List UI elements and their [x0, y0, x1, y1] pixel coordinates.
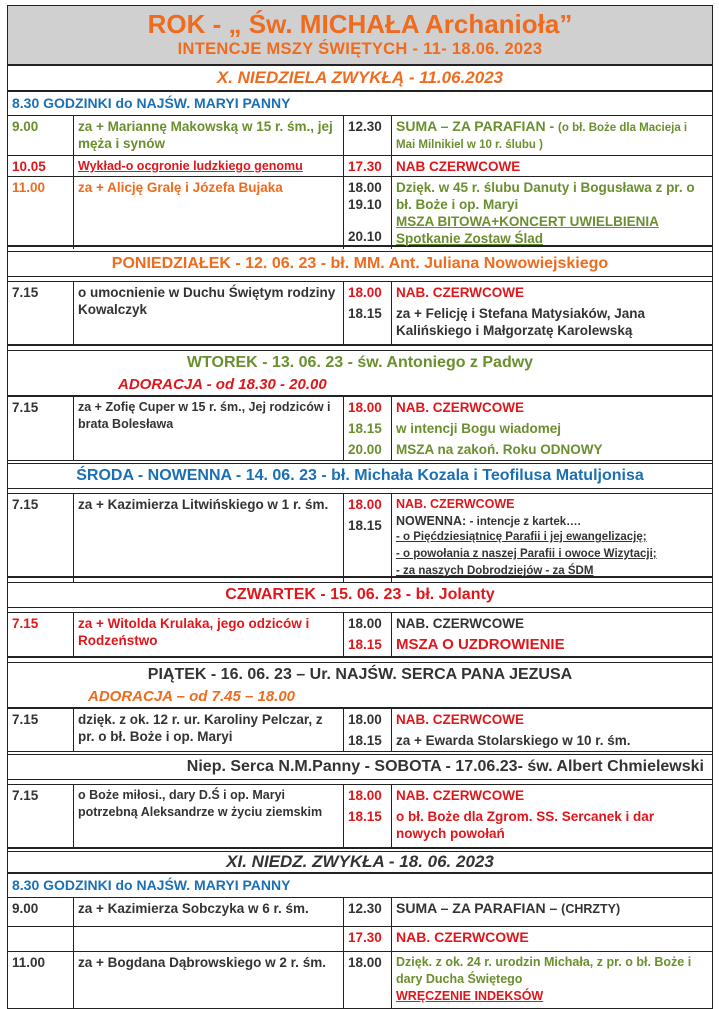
intention: za + Bogdana Dąbrowskiego w 2 r. śm.: [74, 952, 344, 1008]
friday-adoracja: ADORACJA – od 7.45 – 18.00: [8, 687, 712, 709]
intention: NAB. CZERWCOWE: [396, 929, 529, 945]
intention-stack: NAB. CZERWCOWE NOWENNA: - intencje z kartek…. - o Pięćdziesiątnicę Parafii i jej ewangelizację; - o powołania z naszej Parafii i owoce Wizytacji; - za naszych Dobrodziejów - za ŚDM: [396, 497, 657, 577]
time: 11.00: [8, 177, 74, 249]
time-stack: 18.00 19.10 20.10: [344, 177, 392, 249]
time-stack: 18.00 18.15: [344, 613, 392, 656]
sunday1-title: X. NIEDZIELA ZWYKŁĄ - 11.06.2023: [8, 66, 712, 92]
monday-row: [8, 281, 712, 346]
intention-stack: Dzięk. w 45 r. ślubu Danuty i Bogusława z pr. o bł. Boże i op. Maryi MSZA BITOWA+KONCERT UWIELBIENIA Spotkanie Zostaw Ślad: [396, 180, 695, 246]
intention-stack: Dzięk. z ok. 24 r. urodzin Michała, z pr. o bł. Boże i dary Ducha Świętego WRĘCZENIE INDEKSÓW: [396, 955, 692, 1003]
time: 11.00: [8, 952, 74, 1008]
sunday2-title: XI. NIEDZ. ZWYKŁA - 18. 06. 2023: [8, 851, 712, 874]
time: 10.05: [8, 156, 74, 177]
intention: NAB CZERWCOWE: [396, 159, 521, 174]
intention: dzięk. z ok. 12 r. ur. Karoliny Pelczar, z pr. o bł. Boże i op. Maryi: [74, 709, 344, 751]
sunday1-row1: [8, 116, 712, 156]
intention: SUMA – ZA PARAFIAN – (CHRZTY): [396, 900, 621, 916]
time: 9.00: [8, 898, 74, 926]
empty-cell: [8, 927, 74, 951]
intention: za + Alicję Gralę i Józefa Bujaka: [74, 177, 344, 249]
saturday-row: [8, 784, 712, 849]
intention: za + Zofię Cuper w 15 r. śm., Jej rodziców i brata Bolesława: [74, 397, 344, 460]
time-stack: 18.00 18.15: [344, 494, 392, 583]
friday-title: PIĄTEK - 16. 06. 23 – Ur. NAJŚW. SERCA PANA JEZUSA: [8, 662, 712, 687]
header: [8, 6, 712, 66]
time-stack: 18.00 18.15 20.00: [344, 397, 392, 460]
tuesday-title: WTOREK - 13. 06. 23 - św. Antoniego z Padwy: [8, 350, 712, 375]
saturday-title: Niep. Serca N.M.Panny - SOBOTA - 17.06.23- św. Albert Chmielewski: [8, 754, 712, 780]
time: 7.15: [8, 709, 74, 751]
empty-cell: [74, 927, 344, 951]
time: 7.15: [8, 282, 74, 344]
time: 12.30: [344, 116, 392, 155]
time: 17.30: [344, 156, 392, 177]
time: 7.15: [8, 613, 74, 656]
sunday2-row2: [8, 927, 712, 952]
sunday2-godzinki: 8.30 GODZINKI do NAJŚW. MARYI PANNY: [8, 874, 712, 898]
monday-title: PONIEDZIAŁEK - 12. 06. 23 - bł. MM. Ant. Juliana Nowowiejskiego: [8, 251, 712, 277]
time-stack: 18.00 18.15: [344, 282, 392, 344]
intention: za + Kazimierza Litwińskiego w 1 r. śm.: [74, 494, 344, 583]
time: 18.00: [344, 952, 392, 1008]
intention: SUMA – ZA PARAFIAN - (o bł. Boże dla Macieja i Mai Milnikiel w 10 r. ślubu ): [396, 118, 688, 151]
sunday2-row1: [8, 898, 712, 927]
intention: o Boże miłosi., dary D.Ś i op. Maryi potrzebną Aleksandrze w życiu ziemskim: [74, 785, 344, 847]
schedule-sheet: [7, 5, 713, 1009]
intention: za + Witolda Krulaka, jego odziców i Rodzeństwo: [74, 613, 344, 656]
time: 7.15: [8, 397, 74, 460]
time: 7.15: [8, 785, 74, 847]
thursday-title: CZWARTEK - 15. 06. 23 - bł. Jolanty: [8, 582, 712, 608]
intention-stack: NAB. CZERWCOWE za + Ewarda Stolarskiego w 10 r. śm.: [396, 712, 631, 748]
intention: o umocnienie w Duchu Świętym rodziny Kowalczyk: [74, 282, 344, 344]
page-subtitle: INTENCJE MSZY ŚWIĘTYCH - 11- 18.06. 2023: [177, 40, 543, 58]
intention-stack: NAB. CZERWCOWE w intencji Bogu wiadomej MSZA na zakoń. Roku ODNOWY: [396, 400, 603, 457]
time-stack: 18.00 18.15: [344, 709, 392, 751]
time: 17.30: [344, 927, 392, 951]
friday-row: [8, 709, 712, 752]
tuesday-row: [8, 397, 712, 461]
sunday1-godzinki: 8.30 GODZINKI do NAJŚW. MARYI PANNY: [8, 92, 712, 116]
intention-stack: NAB. CZERWCOWE o bł. Boże dla Zgrom. SS. Sercanek i dar nowych powołań: [396, 788, 655, 841]
intention: za + Mariannę Makowską w 15 r. śm., jej męża i synów: [74, 116, 344, 155]
sunday1-row2: [8, 156, 712, 177]
time: 12.30: [344, 898, 392, 926]
thursday-row: [8, 612, 712, 658]
wednesday-row: [8, 493, 712, 578]
page-title: ROK - „ Św. MICHAŁA Archanioła”: [147, 9, 573, 39]
time: 7.15: [8, 494, 74, 583]
intention-stack: NAB. CZERWCOWE za + Felicję i Stefana Matysiaków, Jana Kalińskiego i Małgorzatę Karolewską: [396, 285, 645, 338]
sunday1-row3: [8, 177, 712, 247]
wednesday-title: ŚRODA - NOWENNA - 14. 06. 23 - bł. Michała Kozala i Teofilusa Matuljonisa: [8, 463, 712, 489]
time-stack: 18.00 18.15: [344, 785, 392, 847]
tuesday-adoracja: ADORACJA - od 18.30 - 20.00: [8, 375, 712, 397]
intention-stack: NAB. CZERWCOWE MSZA O UZDROWIENIE: [396, 616, 565, 653]
intention: Wykład-o ocgronie ludzkiego genomu: [74, 156, 344, 177]
intention: za + Kazimierza Sobczyka w 6 r. śm.: [74, 898, 344, 926]
time: 9.00: [8, 116, 74, 155]
sunday2-row3: [8, 952, 712, 1008]
